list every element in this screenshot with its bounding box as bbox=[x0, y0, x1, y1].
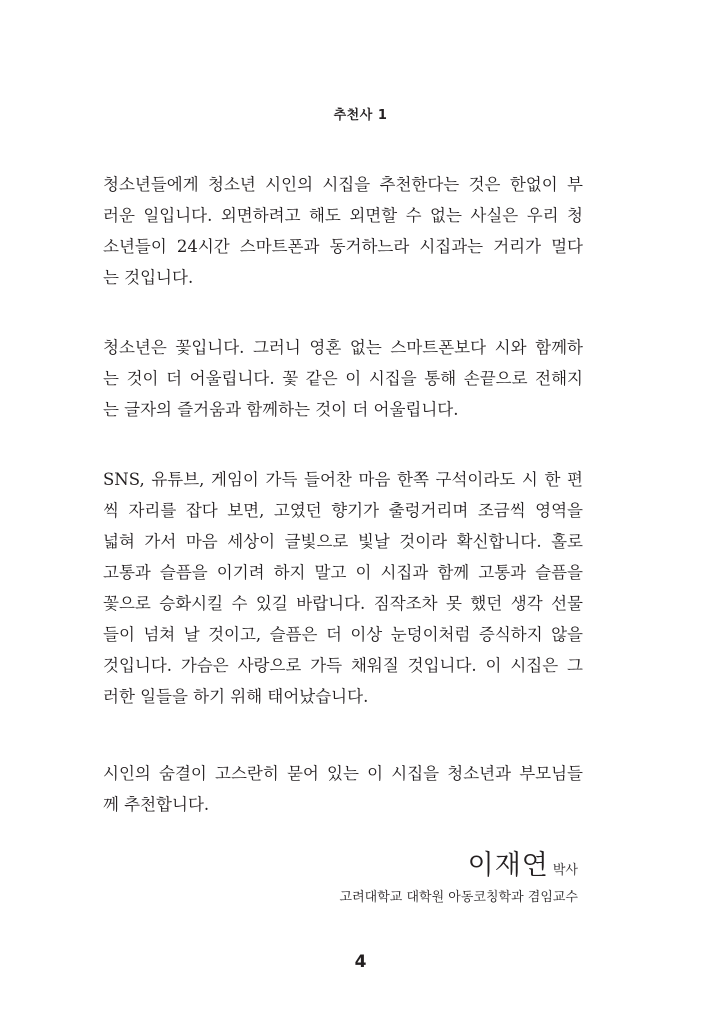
text-line: SNS, 유튜브, 게임이 가득 들어찬 마음 한쪽 구석이라도 시 한 편 bbox=[103, 470, 583, 489]
section-heading: 추천사 1 bbox=[333, 108, 388, 123]
text-line: 께 추천합니다. bbox=[103, 795, 210, 814]
text-line: 청소년은 꽃입니다. 그러니 영혼 없는 스마트폰보다 시와 함께하 bbox=[103, 338, 583, 357]
text-line: 씩 자리를 잡다 보면, 고였던 향기가 출렁거리며 조금씩 영역을 bbox=[103, 501, 583, 520]
text-line: 시인의 숨결이 고스란히 묻어 있는 이 시집을 청소년과 부모님들 bbox=[103, 764, 583, 783]
text-line: 러운 일입니다. 외면하려고 해도 외면할 수 없는 사실은 우리 청 bbox=[103, 206, 583, 225]
text-line: 는 것입니다. bbox=[103, 268, 194, 287]
text-line: 소년들이 24시간 스마트폰과 동거하느라 시집과는 거리가 멀다 bbox=[103, 237, 583, 256]
text-line: 것입니다. 가슴은 사랑으로 가득 채워질 것입니다. 이 시집은 그 bbox=[103, 656, 583, 675]
text-line: 는 글자의 즐거움과 함께하는 것이 더 어울립니다. bbox=[103, 400, 459, 419]
signature-name: 이재연 bbox=[467, 850, 549, 881]
text-line: 청소년들에게 청소년 시인의 시집을 추천한다는 것은 한없이 부 bbox=[103, 175, 583, 194]
signature bbox=[468, 843, 578, 882]
text-line: 고통과 슬픔을 이기려 하지 말고 이 시집과 함께 고통과 슬픔을 bbox=[103, 563, 583, 582]
signature-affiliation: 고려대학교 대학원 아동코칭학과 겸임교수 bbox=[339, 890, 578, 905]
text-line: 러한 일들을 하기 위해 태어났습니다. bbox=[103, 687, 369, 706]
text-line: 들이 넘쳐 날 것이고, 슬픔은 더 이상 눈덩이처럼 증식하지 않을 bbox=[103, 625, 583, 644]
text-line: 넓혀 가서 마음 세상이 글빛으로 빛날 것이라 확신합니다. 홀로 bbox=[103, 532, 583, 551]
signature-title: 박사 bbox=[552, 863, 578, 878]
text-line: 꽃으로 승화시킬 수 있길 바랍니다. 짐작조차 못 했던 생각 선물 bbox=[103, 594, 583, 613]
text-line: 는 것이 더 어울립니다. 꽃 같은 이 시집을 통해 손끝으로 전해지 bbox=[103, 369, 583, 388]
page-number: 4 bbox=[354, 952, 367, 972]
